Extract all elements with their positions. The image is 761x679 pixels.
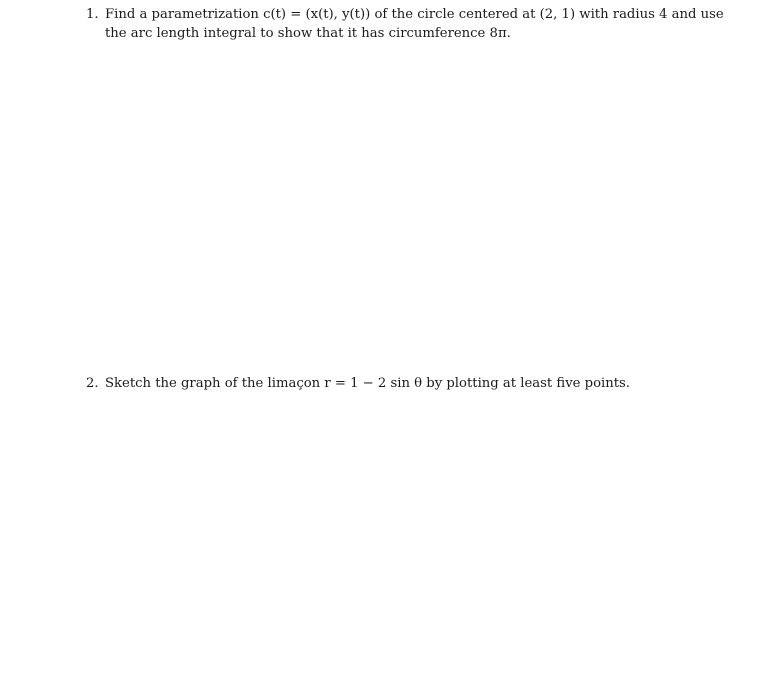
problem-2-line-1: Sketch the graph of the limaçon r = 1 − 2 sin θ by plotting at least five points. [105,376,631,391]
problem-1-number: 1. [86,7,99,22]
problem-1-text [105,6,726,43]
problem-2 [86,375,726,394]
problem-1 [86,6,726,43]
problem-1-line-1: Find a parametrization c(t) = (x(t), y(t)) of the circle centered at (2, 1) with radius 4 and use [105,7,724,22]
problem-2-text [105,375,726,394]
problem-2-number: 2. [86,376,99,391]
problem-1-line-2: the arc length integral to show that it has circumference 8π. [105,25,511,41]
